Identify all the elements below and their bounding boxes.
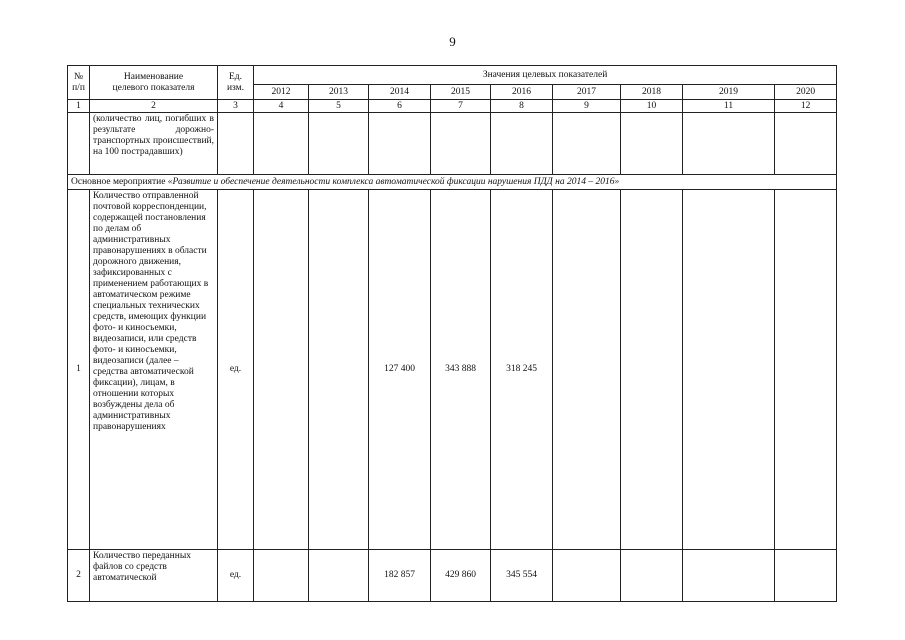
section-prefix: Основное мероприятие: [71, 176, 168, 187]
index-row: [68, 100, 837, 113]
index-cell: 5: [309, 100, 369, 113]
index-cell: 6: [369, 100, 431, 113]
row-unit: ед.: [218, 190, 254, 550]
empty-cell: [68, 113, 90, 175]
row-unit: ед.: [218, 550, 254, 602]
table-row: [68, 190, 837, 550]
row-value-2014: 127 400: [369, 190, 431, 550]
row-indicator-name: Количество переданных файлов со средств автоматической: [90, 550, 218, 602]
empty-cell: [491, 113, 553, 175]
empty-cell: [254, 113, 309, 175]
row-num: 1: [68, 190, 90, 550]
continuation-name: (количество лиц, погибших в результате дорожно-транспортных происшествий, на 100 пострадавших): [90, 113, 218, 175]
table-row: [68, 550, 837, 602]
year-2012: 2012: [254, 85, 309, 100]
row-value-2016: 318 245: [491, 190, 553, 550]
empty-cell: [309, 190, 369, 550]
empty-cell: [254, 190, 309, 550]
index-cell: 11: [683, 100, 775, 113]
empty-cell: [553, 190, 621, 550]
empty-cell: [309, 550, 369, 602]
empty-cell: [553, 113, 621, 175]
year-2016: 2016: [491, 85, 553, 100]
empty-cell: [683, 113, 775, 175]
empty-cell: [254, 550, 309, 602]
year-2015: 2015: [431, 85, 491, 100]
index-cell: 8: [491, 100, 553, 113]
col-header-name: Наименование целевого показателя: [90, 66, 218, 100]
header-row-top: [68, 66, 837, 85]
page-number: 9: [449, 34, 456, 49]
row-value-2015: 429 860: [431, 550, 491, 602]
target-indicators-table: [67, 65, 837, 602]
empty-cell: [553, 550, 621, 602]
row-value-2016: 345 554: [491, 550, 553, 602]
empty-cell: [621, 190, 683, 550]
row-indicator-name: Количество отправленной почтовой корреспонденции, содержащей постановления по делам об административных правонарушениях в области дорожного движения, зафиксированных с применением работающих в автоматическом режиме специальных технических средств, имеющих функции фото- и киносъемки, видеозаписи, или средств фото- и киносъемки, видеозаписи (далее – средства автоматической фиксации), лицам, в отношении которых возбуждены дела об административных правонарушениях: [90, 190, 218, 550]
section-title: «Развитие и обеспечение деятельности комплекса автоматической фиксации нарушения ПДД на 2014 – 2016»: [167, 176, 620, 187]
year-2018: 2018: [621, 85, 683, 100]
year-2017: 2017: [553, 85, 621, 100]
year-2013: 2013: [309, 85, 369, 100]
empty-cell: [683, 550, 775, 602]
empty-cell: [369, 113, 431, 175]
index-cell: 4: [254, 100, 309, 113]
empty-cell: [775, 113, 837, 175]
year-2014: 2014: [369, 85, 431, 100]
empty-cell: [309, 113, 369, 175]
section-row: [68, 175, 837, 190]
index-cell: 1: [68, 100, 90, 113]
empty-cell: [431, 113, 491, 175]
col-header-unit: Ед. изм.: [218, 66, 254, 100]
continuation-row: [68, 113, 837, 175]
empty-cell: [775, 190, 837, 550]
index-cell: 2: [90, 100, 218, 113]
row-value-2014: 182 857: [369, 550, 431, 602]
year-2019: 2019: [683, 85, 775, 100]
index-cell: 10: [621, 100, 683, 113]
empty-cell: [621, 550, 683, 602]
year-2020: 2020: [775, 85, 837, 100]
empty-cell: [218, 113, 254, 175]
col-header-num: № п/п: [68, 66, 90, 100]
empty-cell: [683, 190, 775, 550]
col-header-values: Значения целевых показателей: [254, 66, 837, 85]
section-title-cell: [68, 175, 837, 190]
empty-cell: [775, 550, 837, 602]
empty-cell: [621, 113, 683, 175]
row-value-2015: 343 888: [431, 190, 491, 550]
index-cell: 7: [431, 100, 491, 113]
row-num: 2: [68, 550, 90, 602]
index-cell: 9: [553, 100, 621, 113]
index-cell: 12: [775, 100, 837, 113]
index-cell: 3: [218, 100, 254, 113]
